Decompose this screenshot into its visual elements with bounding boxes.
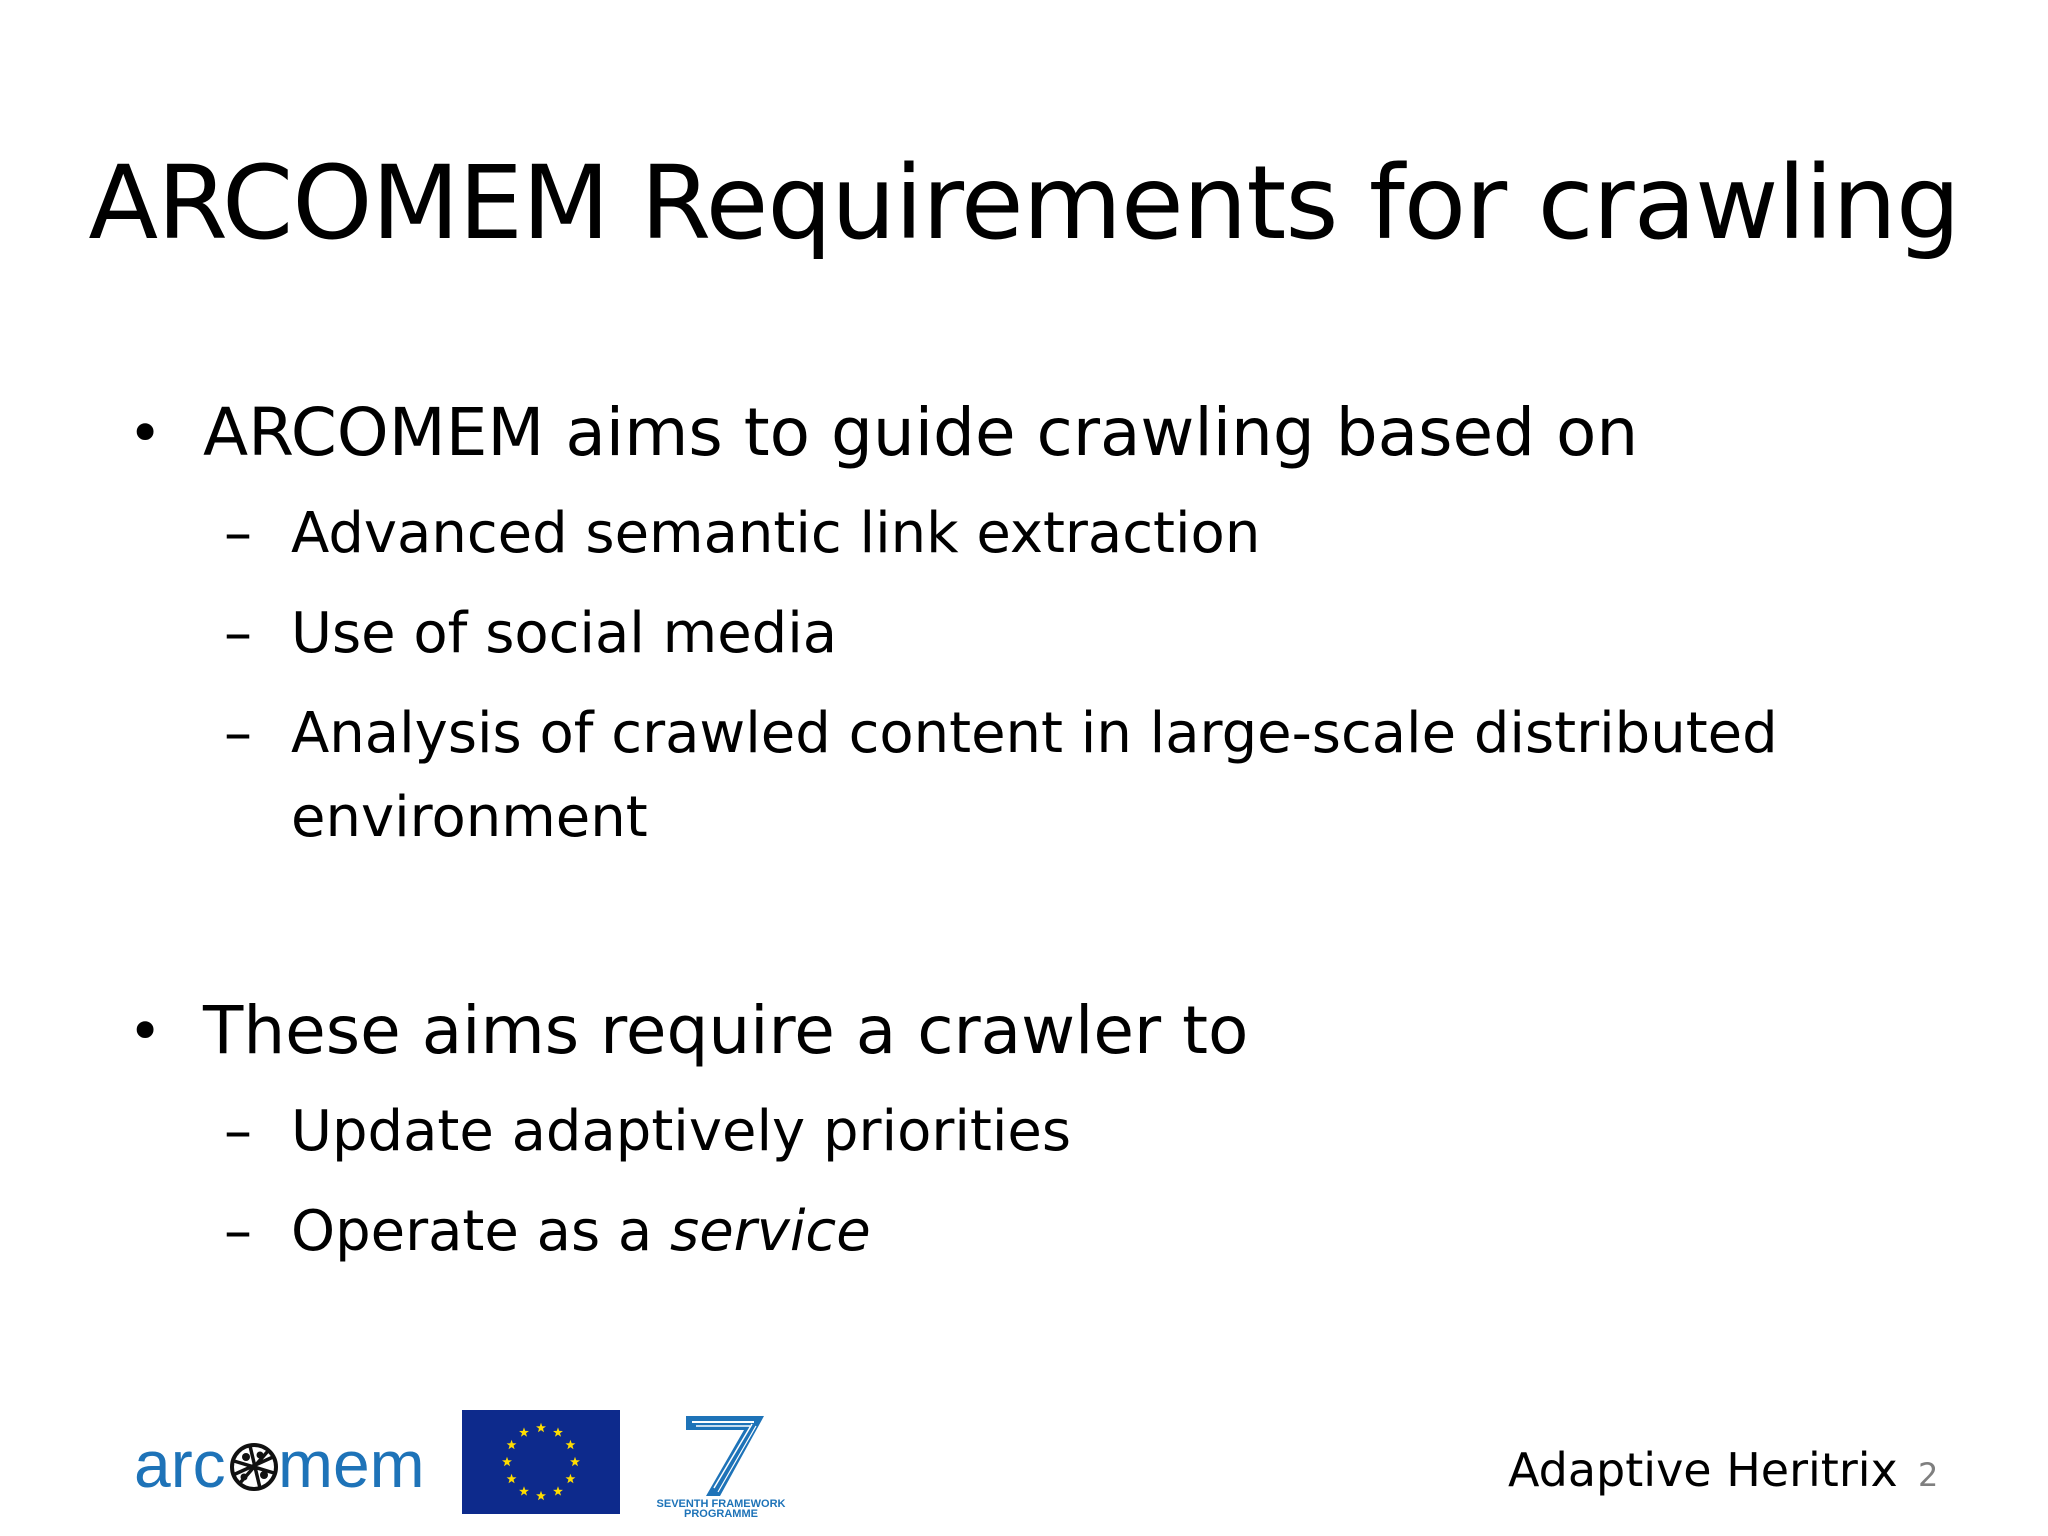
- bullet-text: These aims require a crawler to: [203, 992, 1249, 1069]
- slide-title: ARCOMEM Requirements for crawling: [88, 144, 1960, 263]
- sub-bullet-text: Update adaptively priorities: [291, 1099, 1072, 1164]
- arcomem-logo: [130, 1425, 430, 1505]
- sub-bullet-text: Analysis of crawled content in large-scale distributed: [291, 701, 1778, 766]
- fp7-seven-icon: [686, 1416, 764, 1496]
- sub-bullet-text: Use of social media: [291, 601, 838, 666]
- dash-glyph: –: [224, 1099, 252, 1164]
- sub-bullet-text-italic: service: [670, 1199, 871, 1264]
- dash-glyph: –: [224, 1199, 252, 1264]
- footer-text: Adaptive Heritrix: [1508, 1443, 1898, 1497]
- arcomem-logo-text-right: mem: [278, 1427, 425, 1501]
- page-number: 2: [1918, 1456, 1939, 1494]
- arcomem-logo-text-left: arc: [134, 1427, 226, 1501]
- bullet-glyph: •: [128, 399, 163, 467]
- sub-bullet-text: [291, 1190, 871, 1274]
- dash-glyph: –: [224, 601, 252, 666]
- fp7-line2: PROGRAMME: [684, 1508, 758, 1518]
- sub-bullet-text-continuation: environment: [291, 785, 648, 850]
- globe-icon: [232, 1445, 276, 1489]
- sub-bullet-text-prefix: Operate as a: [291, 1199, 671, 1264]
- bullet-text: ARCOMEM aims to guide crawling based on: [203, 394, 1639, 471]
- sub-bullet-text: Advanced semantic link extraction: [291, 501, 1261, 566]
- dash-glyph: –: [224, 501, 252, 566]
- dash-glyph: –: [224, 701, 252, 766]
- fp7-logo: [656, 1408, 786, 1518]
- fp7-line1: SEVENTH FRAMEWORK: [656, 1498, 786, 1510]
- eu-flag-icon: [462, 1410, 620, 1514]
- bullet-glyph: •: [128, 997, 163, 1065]
